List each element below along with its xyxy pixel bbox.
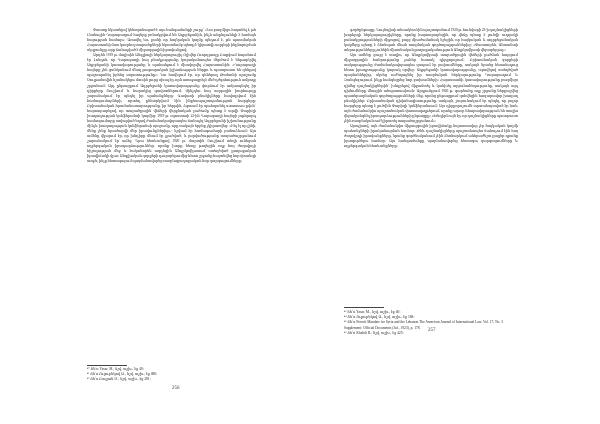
paragraph: Փաստը նկատելով կենտրոնացած է այս հանգամանքի շուրջ՝ «Նա բազմիցս հայտնել է, թե Լեռնային Ղարաբաղում հայերը բռնակցվում են Ադրբեջանին, ինչն անընդունելի է համայն հայության համար»։ Առավել ևս, քանի որ հայկական կողմը պնդում է, թե պատմական Հայաստանի մաս կազմող տարածքների նկատմամբ պետք է կիրառվի ազգերի ինքնորոշման սկզբունքը, որը ճանաչված է միջազգային իրավունքով։ bbox=[87, 28, 256, 53]
footnote: ⁴² Տե՛ս Բալյան Մ., նշվ. աշխ., էջ 281։ bbox=[87, 377, 151, 382]
footnote: ⁴⁰ Տե՛ս Yasar, M., նշվ. աշխ., էջ 40։ bbox=[87, 367, 144, 371]
footnote: ⁴³ Տե՛ս Yasar, M., նշվ. աշխ., էջ 40։ bbox=[344, 310, 401, 314]
right-body-text bbox=[344, 28, 518, 149]
footnote: ⁴⁴ Տե՛ս Ուլուբեկով Ա., նշվ. աշխ., էջ 168։ bbox=[344, 315, 415, 320]
left-footnotes bbox=[87, 367, 256, 383]
paragraph: Արդեն 1919 թ. մայիսին Անգլիայի ներկայացուցիչ Օլիվեր Ուորդրոպը Բաքվում հայտնում էր Լոնդոն, որ Ղարաբաղի հայ բնակչությունը կտրականապես մերժում է ենթարկվել Ադրբեջանի կառավարությանը և պահանջում է միավորվել Հայաստանին։ «Ղարաբաղի հայերը չեն ցանկանում մնալ թաթարական իշխանության ներքո և պատրաստ են զենքով պաշտպանել իրենց ազատությունը»։ Նա հավելում էր, որ գեներալ Թոմսոնի որոշումը Սուլթանովին նշանակելու մասին լուրջ սխալ էր, որն առաջացրել է մեծ դժգոհություն ամբողջ շրջանում։ Այդ ընթացքում Ադրբեջանի կառավարությունը փորձում էր ամրապնդել իր դիրքերը Շուշիում և հարակից գավառներում, մինչդեռ հայ ազգային խորհուրդը շարունակում էր պնդել իր պահանջները։ Գավառի բնակիչները հավաքվում էին համագումարների, որտեղ քննարկվում էին ինքնապաշտպանության հարցերը։ Բրիտանական հրամանատարությունը, իր հերթին, ձգտում էր պահպանել ստատուս քվոն՝ հայտարարելով, որ տարածքային վեճերի վերջնական լուծումը պետք է տրվի Փարիզի խաղաղության կոնֆերանսի կողմից։ 1919 թ. օգոստոսի 22-ին Ղարաբաղի հայերի յոթերորդ համագումարը ստիպված եղավ ժամանակավորապես ճանաչել Ադրբեջանի իշխանությունը մինչև խաղաղության կոնֆերանսի որոշումը, որը սակայն երբեք չկիրառվեց։ «Ինչ էլ որ լինի, մենք չենք հրաժարվի մեր իրավունքներից»,- նշվում էր համագումարի բանաձևում։ Այս ամենը վկայում էր, որ խնդիրը մնում էր չլուծված, և լարվածությունը տարածաշրջանում շարունակում էր աճել։ Դրա հետևանքով 1920 թ. մարտին Շուշիում տեղի ունեցան ողբերգական իրադարձություններ, որոնք խորը հետք թողեցին ողջ հայ ժողովրդի հիշողության մեջ և էականորեն ազդեցին Անդրկովկասում ստեղծված քաղաքական իրավիճակի վրա։ Անգլիական զորքերի դուրսբերումից հետո շրջանը հայտնվեց նոր վտանգի առջև, ինչը հետագայում պայմանավորեց ռազմաքաղաքական նոր զարգացումները։ bbox=[87, 53, 256, 164]
paragraph: Այս ամենը ցույց է տալիս, որ Անդրկովկասի տարածքային վեճերի լուծման հարցում միջազգային հանրությունը չուներ հստակ դիրքորոշում։ Բրիտանական զորքերի առկայությունը ժամանակավորապես զսպում էր բախումները, սակայն նրանց հեռանալուց հետո իրադրությունը կտրուկ սրվեց։ Ադրբեջանի կառավարությունը, օգտվելով ստեղծված պայմաններից, սկսեց ուժեղացնել իր ռազմական ներկայությունը Ղարաբաղում և Զանգեզուրում, ինչը հանգեցրեց նոր բախումների։ Հայաստանի կառավարությունը բազմիցս դիմեց դաշնակիցներին՝ խնդրելով միջամտել և կանխել արյունահեղությունը, սակայն այդ դիմումները մնացին անպատասխան։ Արդյունքում 1920 թ. գարնանը ողջ շրջանը ներքաշվեց պատերազմական գործողությունների մեջ, որոնց ընթացքում զոհվեցին հազարավոր խաղաղ բնակիչներ։ Բրիտանական դիվանագիտությունը, սակայն, շարունակում էր պնդել, որ բոլոր հարցերը պետք է լուծվեն Փարիզի կոնֆերանսում։ Այս դիրքորոշումն արտահայտված էր նաև այն ժամանակվա պաշտոնական փաստաթղթերում, որոնք այսօր հնարավորություն են տալիս վերականգնել իրադարձությունների ընթացքը։ «Խնդիրն այն էր, որ դաշնակիցները պատրաստ չէին ռազմական ուժ կիրառել տարածաշրջանում»։ bbox=[344, 53, 518, 123]
page-number: 257 bbox=[428, 328, 436, 333]
footnote: ⁴⁶ Տե՛ս Khalidi R., նշվ. աշխ., էջ 425։ bbox=[344, 330, 404, 335]
left-body-text bbox=[87, 28, 256, 164]
paragraph: Այսպիսով, այն ժամանակվա միջազգային իրավիճակը նպաստավոր չէր հայկական կողմի պահանջների իրականացման համար։ Թեև դաշնակիցները պաշտոնապես ճանաչում էին հայ ժողովրդի իրավունքները, նրանք գործնականում չէին ձեռնարկում անհրաժեշտ քայլեր դրանք իրագործելու համար։ Այս հանգամանքը պայմանավորեց հետագա զարգացումները և ողբերգական հետևանքները։ bbox=[344, 123, 518, 149]
paragraph: գործընթացը։ Նույնպիսի տեսակետ էին պաշտպանում 1920 թ. հունվարի 23-ի դաշնակիցների խորհրդի ներկայացուցիչները, որոնք հայտարարեցին, որ վեճը պետք է լուծվի ուղղակի բանակցությունների միջոցով, բայց միաժամանակ նշեցին, որ հայկական և ադրբեջանական կողմերը պետք է ձեռնպահ մնան ռազմական գործողություններից։ «Փաստորեն, Անտանտի տերությունները չունեին միասնական քաղաքականություն Անդրկովկասի վերաբերյալ»։ bbox=[344, 28, 518, 53]
footnote-divider bbox=[344, 307, 384, 308]
page-number: 256 bbox=[172, 386, 180, 391]
right-page bbox=[300, 0, 600, 424]
footnote: ⁴¹ Տե՛ս Ուլուբեկով Ա., նշվ. աշխ., էջ 480։ bbox=[87, 372, 158, 377]
footnote-divider bbox=[87, 365, 127, 366]
footnote: ⁴⁵ Տե՛ս French Mandate for Syria and the Lebanon.The American Journal of International Law, Vol. 17, No. 3 Supplement: Official Documents (Jul., 1923), p. 178. bbox=[344, 320, 504, 330]
